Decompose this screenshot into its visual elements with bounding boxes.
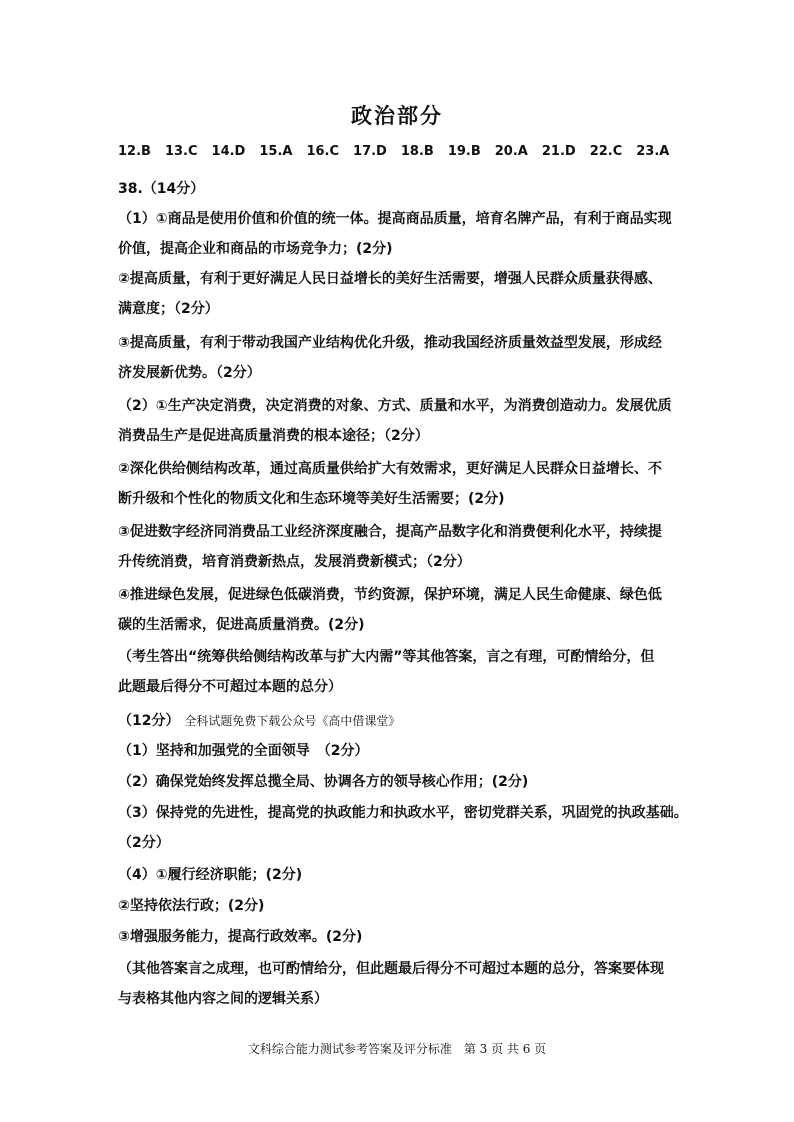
answer-item: 14.D xyxy=(211,144,246,159)
answer-line: 价值，提高企业和商品的市场竞争力；(2分) xyxy=(118,241,393,257)
page-footer: 文科综合能力测试参考答案及评分标准 第 3 页 共 6 页 xyxy=(247,1042,547,1056)
answer-line: （1）①商品是使用价值和价值的统一体。提高商品质量，培育名牌产品，有利于商品实现 xyxy=(118,211,672,227)
answer-item: 21.D xyxy=(541,144,576,159)
answer-line: （2）确保党始终发挥总揽全局、协调各方的领导核心作用；(2分) xyxy=(118,774,529,790)
answer-item: 22.C xyxy=(589,144,623,159)
answer-item: 13.C xyxy=(164,144,198,159)
answer-line: ②提高质量，有利于更好满足人民日益增长的美好生活需要，增强人民群众质量获得感、 xyxy=(118,271,662,287)
answer-line: （3）保持党的先进性，提高党的执政能力和执政水平，密切党群关系，巩固党的执政基础。 xyxy=(118,805,688,821)
answer-line: ②坚持依法行政；(2分) xyxy=(118,898,265,914)
answer-line: ②深化供给侧结构改革，通过高质量供给扩大有效需求，更好满足人民群众日益增长、不 xyxy=(118,461,662,477)
answer-item: 12.B xyxy=(118,144,151,159)
q39-note: 全科试题免费下载公众号《高中借课堂》 xyxy=(184,714,401,728)
answer-item: 16.C xyxy=(306,144,340,159)
answer-line: （其他答案言之成理，也可酌情给分，但此题最后得分不可超过本题的总分，答案要体现 xyxy=(118,961,664,977)
answer-line: 此题最后得分不可超过本题的总分） xyxy=(118,679,342,695)
answer-item: 19.B xyxy=(447,144,481,159)
q38-header: 38.（14分） xyxy=(118,181,205,197)
answer-line: ③促进数字经济同消费品工业经济深度融合，提高产品数字化和消费便利化水平，持续提 xyxy=(118,524,662,540)
answer-line: 升传统消费，培育消费新热点，发展消费新模式；（2分） xyxy=(118,554,471,570)
answer-line: ③增强服务能力，提高行政效率。(2分) xyxy=(118,929,363,945)
answer-line: （2分） xyxy=(118,835,170,851)
multiple-choice-answers xyxy=(118,144,683,159)
section-title: 政治部分 xyxy=(351,103,443,128)
answer-line: 消费品生产是促进高质量消费的根本途径；（2分） xyxy=(118,428,429,444)
answer-line: ④推进绿色发展，促进绿色低碳消费，节约资源，保护环境，满足人民生命健康、绿色低 xyxy=(118,587,662,603)
answer-line: 断升级和个性化的物质文化和生态环境等美好生活需要；(2分) xyxy=(118,491,505,507)
answer-item: 20.A xyxy=(494,144,528,159)
answer-line: （4）①履行经济职能；(2分) xyxy=(118,867,303,883)
answer-line: 满意度；（2分） xyxy=(118,301,219,317)
q39-header: （12分） xyxy=(118,713,180,729)
answer-line: 济发展新优势。（2分） xyxy=(118,365,261,381)
answer-line: 与表格其他内容之间的逻辑关系） xyxy=(118,991,328,1007)
answer-line: （1）坚持和加强党的全面领导 （2分） xyxy=(118,743,369,759)
answer-item: 17.D xyxy=(353,144,387,159)
q39-header-line xyxy=(118,710,400,730)
answer-line: 碳的生活需求，促进高质量消费。(2分) xyxy=(118,617,365,633)
answer-line: （2）①生产决定消费，决定消费的对象、方式、质量和水平，为消费创造动力。发展优质 xyxy=(118,398,672,414)
answer-line: ③提高质量，有利于带动我国产业结构优化升级，推动我国经济质量效益型发展，形成经 xyxy=(118,335,662,351)
answer-item: 23.A xyxy=(636,144,670,159)
answer-item: 18.B xyxy=(400,144,434,159)
answer-line: （考生答出“统筹供给侧结构改革与扩大内需”等其他答案，言之有理，可酌情给分，但 xyxy=(118,649,655,665)
answer-item: 15.A xyxy=(259,144,293,159)
